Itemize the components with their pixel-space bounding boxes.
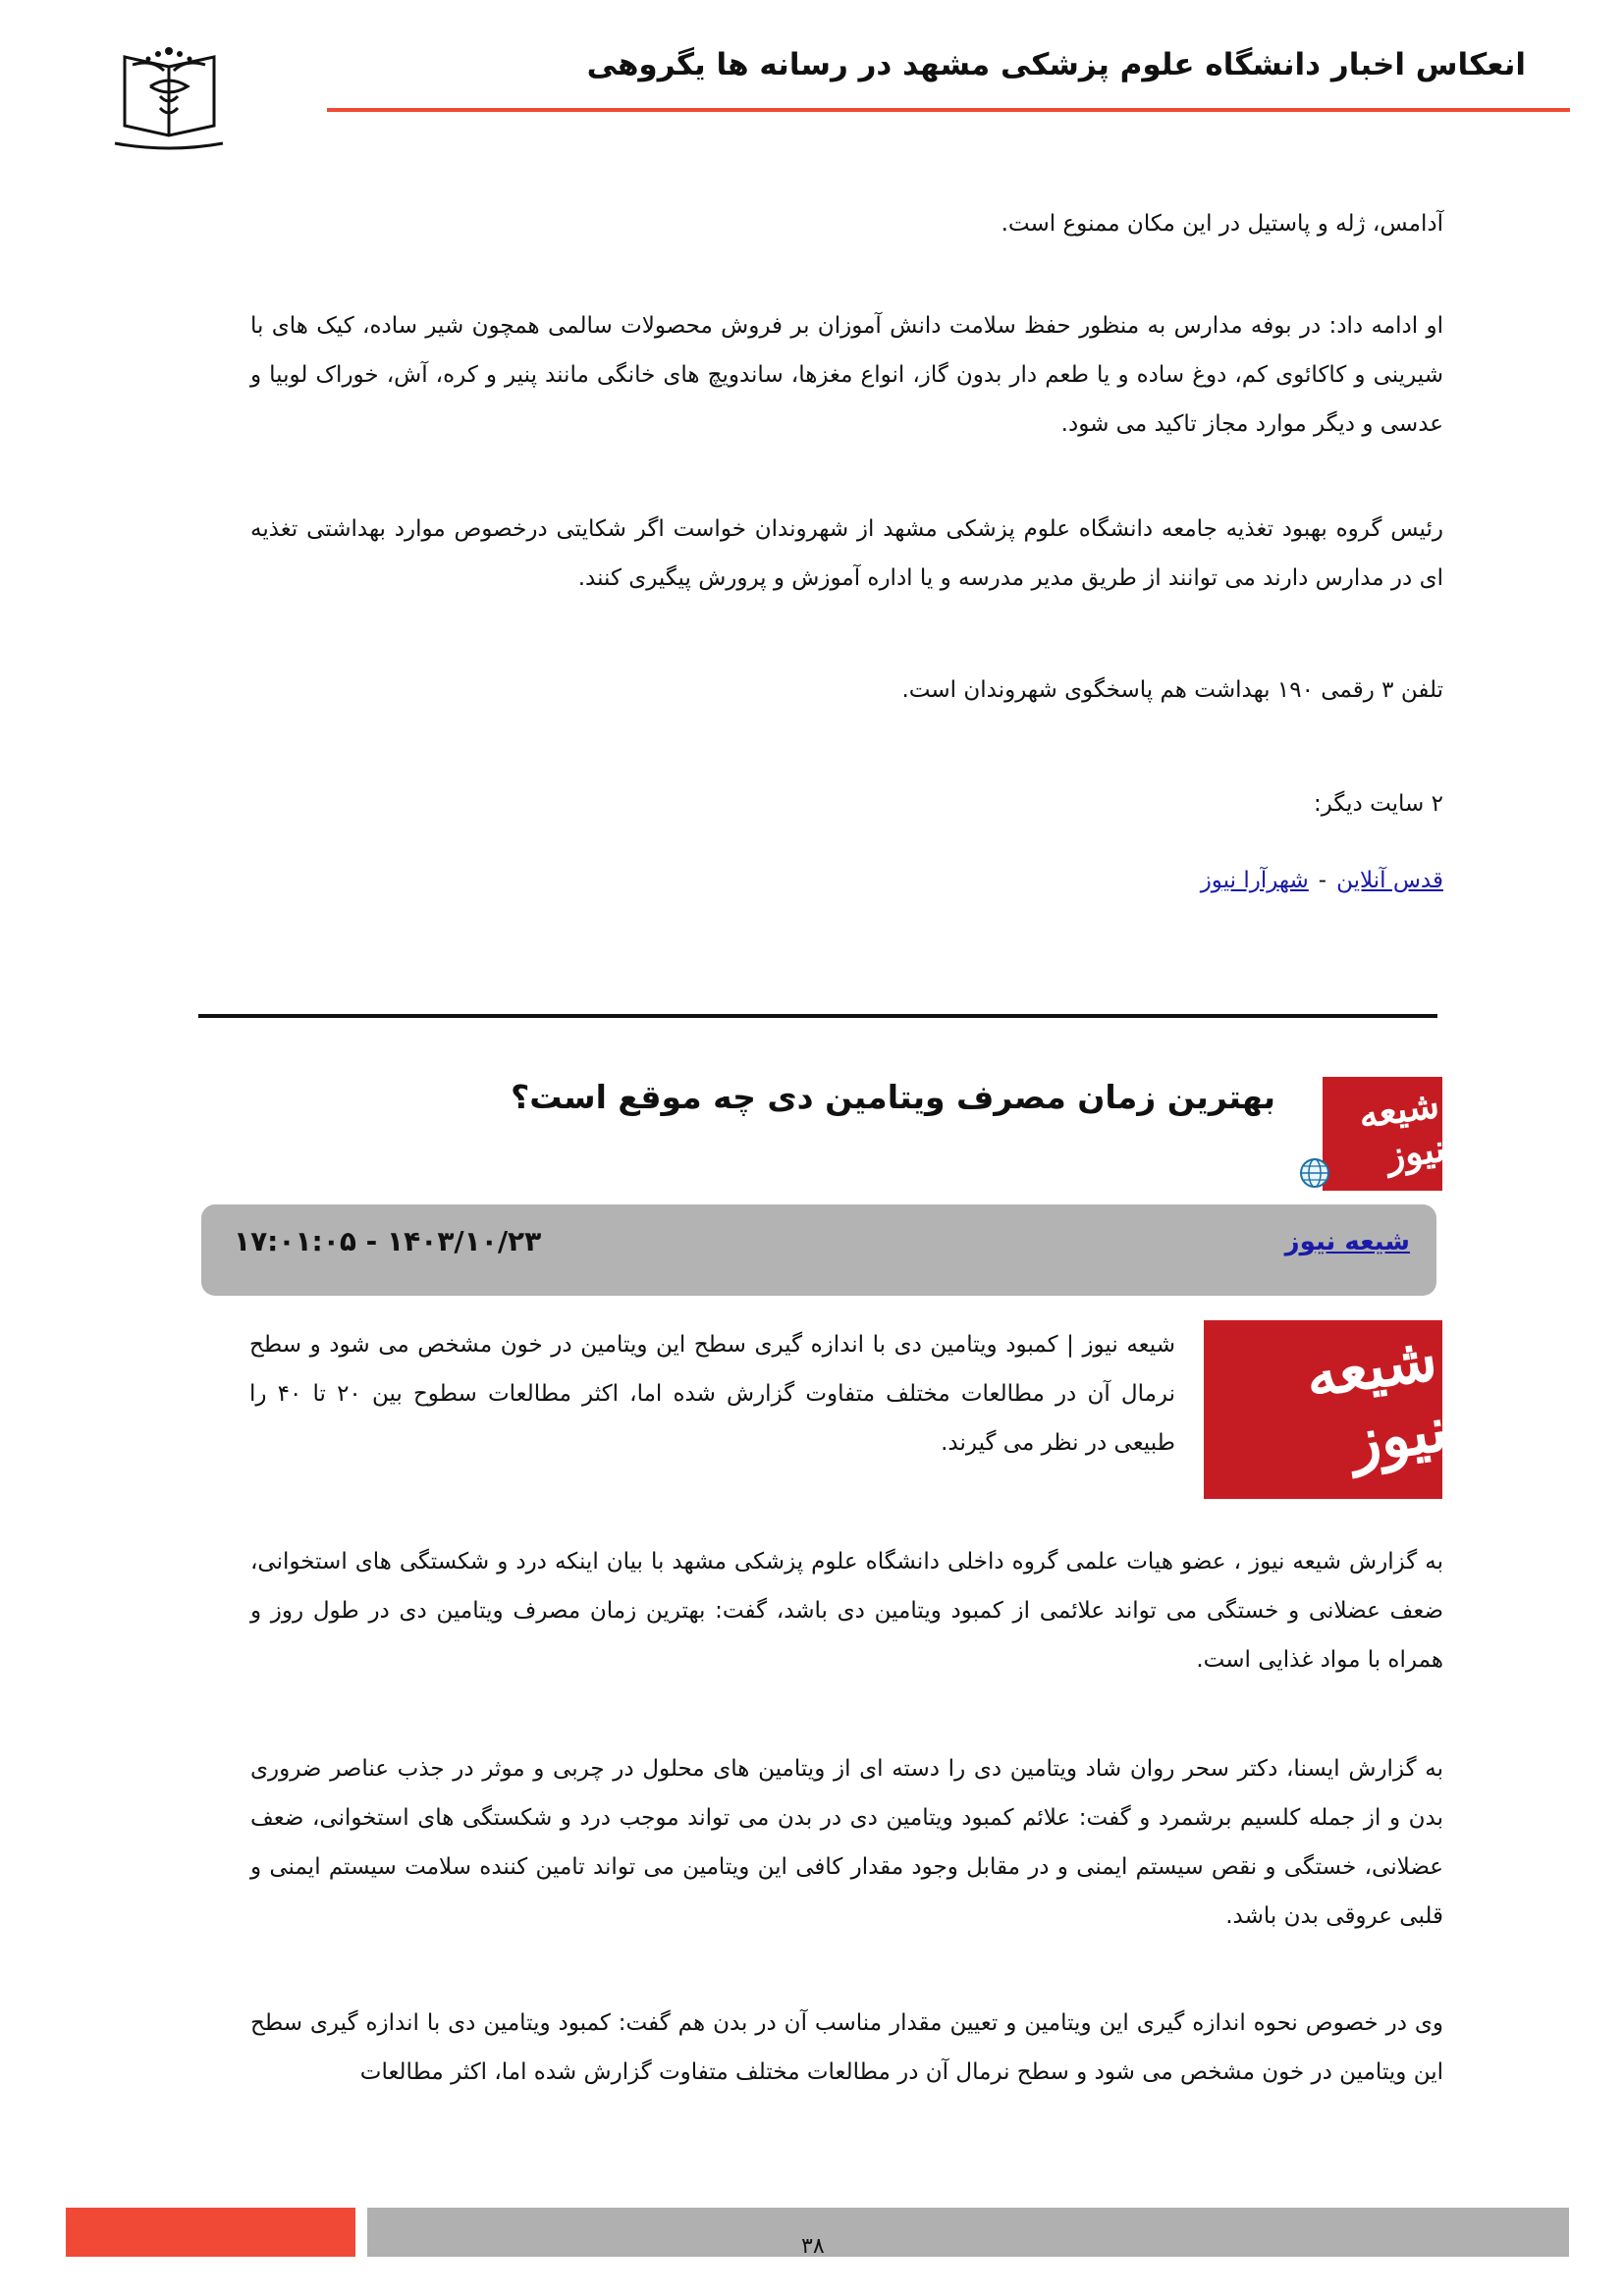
article2-paragraph: به گزارش شیعه نیوز ، عضو هیات علمی گروه داخلی دانشگاه علوم پزشکی مشهد با بیان اینکه درد و شکستگی های استخوانی، ضعف عضلانی و خستگی می تواند علائمی از کمبود ویتامین دی باشد، گفت: بهترین زمان مصرف ویتامین دی در طول روز و همراه با مواد غذایی است. (250, 1549, 1443, 1673)
article-thumbnail (1204, 1320, 1451, 1499)
publish-datetime: ۱۷:۰۱:۰۵ - ۱۴۰۳/۱۰/۲۳ (234, 1225, 542, 1257)
link-shahrara-news[interactable]: شهرآرا نیوز (1200, 868, 1309, 893)
article-lead: شیعه نیوز | کمبود ویتامین دی با اندازه گیری سطح این ویتامین در خون مشخص می شود و سطح نرمال آن در مطالعات مختلف متفاوت گزارش شده اما، اکثر مطالعات سطوح بین ۲۰ تا ۴۰ را طبیعی در نظر می گیرند. (249, 1332, 1176, 1456)
university-logo (103, 37, 236, 170)
link-quds-online[interactable]: قدس آنلاین (1336, 868, 1443, 893)
thumbnail-logo-text: شیعه نیوز (1301, 1321, 1451, 1478)
article1-paragraph: آدامس، ژله و پاستیل در این مکان ممنوع است. (1001, 211, 1443, 237)
other-sites-links (1201, 868, 1443, 893)
footer-accent-bar (66, 2208, 355, 2257)
article2-paragraph: به گزارش ایسنا، دکتر سحر روان شاد ویتامین دی را دسته ای از ویتامین های محلول در چربی و موثر در جذب عناصر ضروری بدن و از جمله کلسیم برشمرد و گفت: علائم کمبود ویتامین دی در بدن می تواند موجب درد و شکستگی های استخوانی، ضعف عضلانی، خستگی و نقص سیستم ایمنی و در مقابل وجود مقدار کافی این ویتامین می تواند تامین کننده سلامت سیستم ایمنی و قلبی عروقی بدن باشد. (250, 1756, 1443, 1929)
link-separator: - (1318, 868, 1327, 893)
shia-news-logo-text: شیعه نیوز (1355, 1081, 1448, 1178)
footer-bar (367, 2208, 1569, 2257)
article-divider (198, 1014, 1437, 1018)
header-rule (327, 108, 1570, 112)
article2-paragraph: وی در خصوص نحوه اندازه گیری این ویتامین و تعیین مقدار مناسب آن در بدن هم گفت: کمبود ویتامین دی با اندازه گیری سطح این ویتامین در خون مشخص می شود و سطح نرمال آن در مطالعات مختلف متفاوت گزارش شده اما، اکثر مطالعات (250, 2010, 1443, 2085)
other-sites-label: ۲ سایت دیگر: (1313, 791, 1443, 817)
shia-news-logo (1323, 1077, 1448, 1191)
page-number: ۳۸ (801, 2234, 825, 2259)
article-headline: بهترین زمان مصرف ویتامین دی چه موقع است؟ (511, 1078, 1275, 1116)
article1-paragraph: او ادامه داد: در بوفه مدارس به منظور حفظ سلامت دانش آموزان بر فروش محصولات سالمی همچون شیر ساده، کیک های با شیرینی و کاکائوی کم، دوغ ساده و یا طعم دار بدون گاز، انواع مغزها، ساندویچ های خانگی مانند پنیر و کره، آش، خوراک لوبیا و عدسی و دیگر موارد مجاز تاکید می شود. (250, 313, 1443, 437)
source-link[interactable]: شیعه نیوز (1284, 1227, 1410, 1256)
globe-icon[interactable] (1299, 1157, 1330, 1189)
document-title: انعکاس اخبار دانشگاه علوم پزشکی مشهد در رسانه ها یگروهی (586, 47, 1526, 82)
source-name (1285, 1227, 1410, 1256)
article1-paragraph: تلفن ۳ رقمی ۱۹۰ بهداشت هم پاسخگوی شهروندان است. (901, 677, 1443, 703)
article1-paragraph: رئیس گروه بهبود تغذیه جامعه دانشگاه علوم پزشکی مشهد از شهروندان خواست اگر شکایتی درخصوص موارد بهداشتی تغذیه ای در مدارس دارند می توانند از طریق مدیر مدرسه و یا اداره آموزش و پرورش پیگیری کنند. (250, 516, 1443, 591)
